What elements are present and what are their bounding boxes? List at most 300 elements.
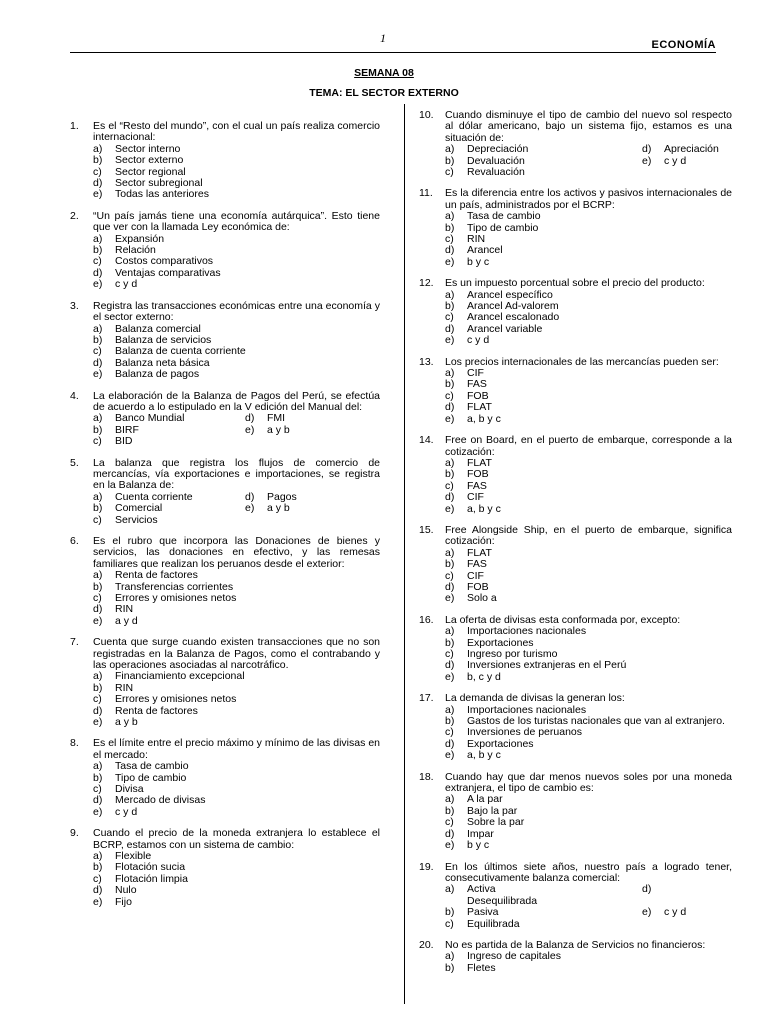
option-letter: b) bbox=[445, 906, 455, 919]
option-letter: a) bbox=[93, 760, 103, 773]
option-letter: d) bbox=[445, 491, 455, 504]
option-letter: e) bbox=[642, 906, 652, 919]
option-text: FAS bbox=[467, 479, 487, 492]
week-title bbox=[0, 67, 768, 79]
option-text: Bajo la par bbox=[467, 804, 518, 817]
option-letter: e) bbox=[93, 368, 103, 381]
answer-option bbox=[445, 504, 732, 515]
page-number: 1 bbox=[380, 31, 386, 45]
option-text: Sector interno bbox=[115, 142, 181, 155]
option-text: a y b bbox=[267, 502, 290, 515]
option-text: Importaciones nacionales bbox=[467, 625, 587, 638]
question-number: 14. bbox=[419, 434, 434, 447]
options-list bbox=[445, 705, 732, 762]
left-column bbox=[70, 121, 380, 918]
option-letter: b) bbox=[93, 771, 103, 784]
option-text: a y d bbox=[115, 614, 138, 627]
option-text: b y c bbox=[467, 255, 490, 268]
option-text: Gastos de los turistas nacionales que van al extranjero. bbox=[467, 715, 725, 728]
option-text: Sector externo bbox=[115, 154, 184, 167]
question-item bbox=[70, 301, 380, 381]
option-letter: c) bbox=[445, 569, 454, 582]
option-letter: c) bbox=[93, 513, 102, 526]
option-letter: d) bbox=[93, 266, 103, 279]
question-item bbox=[70, 211, 380, 291]
option-letter: c) bbox=[445, 389, 454, 402]
option-letter: c) bbox=[445, 311, 454, 324]
question-item bbox=[419, 938, 732, 974]
option-text: Exportaciones bbox=[467, 737, 534, 750]
option-text: FLAT bbox=[467, 401, 492, 414]
option-text: Tasa de cambio bbox=[467, 210, 541, 223]
option-letter: a) bbox=[93, 412, 103, 425]
option-text: Relación bbox=[115, 244, 156, 257]
question-item bbox=[419, 613, 732, 683]
option-letter: a) bbox=[93, 490, 103, 503]
option-text: Cuenta corriente bbox=[115, 490, 193, 503]
question-number: 9. bbox=[70, 827, 79, 840]
question-text: Free on Board, en el puerto de embarque, corresponde a la cotización: bbox=[445, 434, 732, 458]
option-letter: b) bbox=[93, 681, 103, 694]
question-number: 19. bbox=[419, 860, 434, 873]
answer-option bbox=[93, 671, 380, 682]
question-text: Cuando el precio de la moneda extranjera lo establece el BCRP, estamos con un sistema de cambio: bbox=[93, 827, 380, 851]
option-text: FAS bbox=[467, 558, 487, 571]
option-text: Depreciación bbox=[467, 143, 529, 156]
options-list bbox=[445, 794, 732, 851]
option-letter: c) bbox=[93, 783, 102, 796]
option-text: Devaluación bbox=[467, 154, 525, 167]
option-text: CIF bbox=[467, 367, 484, 380]
option-letter: c) bbox=[93, 255, 102, 268]
option-text: Desequilibrada bbox=[467, 894, 538, 907]
option-letter: a) bbox=[93, 142, 103, 155]
option-letter: d) bbox=[445, 580, 455, 593]
question-number: 7. bbox=[70, 636, 79, 649]
option-text: Arancel Ad-valorem bbox=[467, 300, 559, 313]
option-letter: e) bbox=[445, 839, 455, 852]
option-letter: d) bbox=[642, 143, 652, 156]
option-text: Errores y omisiones netos bbox=[115, 591, 237, 604]
question-number: 4. bbox=[70, 389, 79, 402]
question-item bbox=[70, 458, 380, 526]
option-letter: d) bbox=[93, 704, 103, 717]
option-letter: c) bbox=[445, 648, 454, 661]
question-text: La balanza que registra los flujos de comercio de mercancías, vía exportaciones e importaciones, se registra en la Balanza de: bbox=[93, 456, 380, 492]
option-text: a, b y c bbox=[467, 502, 501, 515]
option-letter: d) bbox=[93, 794, 103, 807]
option-letter: d) bbox=[93, 884, 103, 897]
option-text: Expansión bbox=[115, 232, 165, 245]
option-text: Mercado de divisas bbox=[115, 794, 206, 807]
answer-option bbox=[445, 481, 732, 492]
option-text: b y c bbox=[467, 839, 490, 852]
option-text: Renta de factores bbox=[115, 569, 198, 582]
option-text: c y d bbox=[115, 278, 138, 291]
option-text: Inversiones extranjeras en el Perú bbox=[467, 659, 627, 672]
question-text: Es la diferencia entre los activos y pasivos internacionales de un país, administrados por el BCRP: bbox=[445, 187, 732, 211]
option-text: Todas las anteriores bbox=[115, 188, 209, 201]
question-item bbox=[419, 770, 732, 852]
option-letter: c) bbox=[445, 233, 454, 246]
option-text: Arancel específico bbox=[467, 288, 553, 301]
option-letter: d) bbox=[445, 737, 455, 750]
option-letter: d) bbox=[93, 177, 103, 190]
options-row bbox=[93, 425, 380, 436]
options-list bbox=[93, 492, 380, 526]
option-letter: b) bbox=[93, 154, 103, 167]
options-list bbox=[445, 884, 732, 930]
option-letter: b) bbox=[93, 502, 103, 515]
option-letter: b) bbox=[445, 804, 455, 817]
option-text: Pagos bbox=[267, 490, 297, 503]
question-number: 5. bbox=[70, 456, 79, 469]
option-letter: b) bbox=[445, 154, 455, 167]
question-item bbox=[70, 121, 380, 201]
question-text: Cuenta que surge cuando existen transacciones que no son registradas en la Balanza de Pagos, como el contrabando y las operaciones asociadas al narcotráfico. bbox=[93, 636, 380, 671]
answer-option bbox=[93, 593, 380, 604]
option-text: FLAT bbox=[467, 456, 492, 469]
answer-option bbox=[93, 897, 380, 908]
option-text: RIN bbox=[115, 603, 134, 616]
header-subject: ECONOMÍA bbox=[651, 39, 716, 51]
answer-option bbox=[445, 672, 732, 683]
options-list bbox=[93, 324, 380, 381]
header-rule bbox=[70, 52, 716, 53]
answer-option bbox=[445, 963, 732, 974]
question-number: 11. bbox=[419, 187, 433, 200]
option-text: Exportaciones bbox=[467, 636, 534, 649]
options-list bbox=[445, 144, 732, 178]
option-text: a y b bbox=[115, 716, 138, 728]
option-text: Sobre la par bbox=[467, 816, 525, 829]
answer-option bbox=[445, 559, 732, 570]
options-list bbox=[445, 368, 732, 425]
option-text: Tipo de cambio bbox=[115, 771, 187, 784]
option-text: c y d bbox=[115, 805, 138, 818]
option-letter: c) bbox=[445, 726, 454, 739]
option-letter: a) bbox=[445, 950, 455, 963]
answer-option bbox=[642, 907, 768, 918]
question-number: 20. bbox=[419, 938, 434, 951]
option-text: c y d bbox=[664, 154, 687, 167]
option-letter: b) bbox=[93, 333, 103, 346]
option-text: Arancel escalonado bbox=[467, 311, 560, 324]
option-text: FAS bbox=[467, 378, 487, 391]
option-letter: a) bbox=[93, 322, 103, 335]
option-letter: e) bbox=[93, 614, 103, 627]
option-text: Comercial bbox=[115, 502, 163, 515]
option-letter: b) bbox=[93, 861, 103, 874]
option-text: Sector subregional bbox=[115, 177, 203, 190]
question-item bbox=[419, 277, 732, 347]
option-text: Transferencias corrientes bbox=[115, 580, 234, 593]
options-row bbox=[93, 515, 380, 526]
option-letter: a) bbox=[445, 703, 455, 716]
option-text: Balanza comercial bbox=[115, 322, 201, 335]
option-text: RIN bbox=[467, 233, 486, 246]
option-text: Errores y omisiones netos bbox=[115, 693, 237, 706]
option-letter: c) bbox=[445, 917, 454, 930]
option-letter: e) bbox=[445, 334, 455, 347]
option-text: BID bbox=[115, 435, 133, 448]
option-letter: d) bbox=[642, 883, 652, 896]
option-letter: a) bbox=[445, 883, 455, 896]
question-number: 2. bbox=[70, 209, 79, 222]
option-letter: d) bbox=[245, 412, 255, 425]
column-divider bbox=[404, 104, 405, 1004]
option-letter: d) bbox=[445, 401, 455, 414]
answer-option bbox=[445, 223, 732, 234]
option-letter: c) bbox=[445, 166, 454, 178]
answer-option bbox=[445, 548, 732, 559]
answer-option bbox=[642, 144, 768, 155]
question-item bbox=[70, 828, 380, 908]
question-text: Cuando hay que dar menos nuevos soles por una moneda extranjera, el tipo de cambio es: bbox=[445, 770, 732, 795]
question-item bbox=[419, 692, 732, 762]
answer-option bbox=[642, 156, 768, 167]
option-text: BIRF bbox=[115, 423, 139, 436]
option-text: Renta de factores bbox=[115, 704, 198, 717]
option-text: Importaciones nacionales bbox=[467, 703, 587, 716]
answer-option bbox=[445, 414, 732, 425]
options-list bbox=[93, 413, 380, 447]
question-number: 3. bbox=[70, 299, 79, 312]
options-list bbox=[445, 458, 732, 515]
question-text: Los precios internacionales de las mercancías pueden ser: bbox=[445, 355, 719, 368]
question-number: 6. bbox=[70, 534, 79, 547]
option-text: Banco Mundial bbox=[115, 412, 185, 425]
option-letter: d) bbox=[93, 356, 103, 369]
options-list bbox=[93, 851, 380, 908]
answer-option bbox=[93, 279, 380, 290]
option-letter: e) bbox=[93, 278, 103, 291]
answer-option bbox=[93, 189, 380, 200]
option-letter: a) bbox=[93, 850, 103, 863]
option-text: Fletes bbox=[467, 961, 496, 974]
option-letter: e) bbox=[445, 255, 455, 268]
option-text: Sector regional bbox=[115, 165, 186, 178]
option-text: Arancel variable bbox=[467, 322, 543, 335]
options-list bbox=[93, 234, 380, 291]
options-row bbox=[445, 919, 732, 930]
option-letter: e) bbox=[245, 502, 255, 515]
question-text: Es el límite entre el precio máximo y mínimo de las divisas en el mercado: bbox=[93, 737, 380, 761]
option-text: Financiamiento excepcional bbox=[115, 670, 245, 683]
options-row bbox=[93, 436, 380, 447]
question-item bbox=[419, 187, 732, 268]
option-text: Tipo de cambio bbox=[467, 221, 539, 234]
option-text: CIF bbox=[467, 569, 484, 582]
options-list bbox=[445, 211, 732, 268]
answer-option bbox=[93, 807, 380, 818]
option-letter: b) bbox=[445, 468, 455, 481]
option-letter: c) bbox=[93, 872, 102, 885]
option-text: Servicios bbox=[115, 513, 158, 526]
question-number: 8. bbox=[70, 737, 79, 750]
option-text: c y d bbox=[467, 334, 490, 347]
option-text: c y d bbox=[664, 906, 687, 919]
answer-option bbox=[445, 840, 732, 851]
option-letter: e) bbox=[245, 423, 255, 436]
option-letter: b) bbox=[445, 715, 455, 728]
option-letter: e) bbox=[93, 188, 103, 201]
option-letter: b) bbox=[445, 378, 455, 391]
option-letter: e) bbox=[445, 412, 455, 425]
option-letter: c) bbox=[93, 591, 102, 604]
option-text: Nulo bbox=[115, 884, 137, 897]
option-letter: c) bbox=[93, 165, 102, 178]
question-number: 17. bbox=[419, 692, 434, 705]
question-number: 18. bbox=[419, 770, 434, 783]
question-number: 15. bbox=[419, 523, 434, 536]
option-text: Equilibrada bbox=[467, 917, 520, 930]
question-number: 12. bbox=[419, 277, 434, 290]
option-text: FOB bbox=[467, 580, 489, 593]
question-item bbox=[70, 536, 380, 627]
options-list bbox=[445, 626, 732, 683]
option-text: a y b bbox=[267, 423, 290, 436]
options-list bbox=[445, 290, 732, 347]
question-text: Registra las transacciones económicas entre una economía y el sector externo: bbox=[93, 299, 380, 324]
question-number: 10. bbox=[419, 109, 434, 121]
option-text: Balanza de servicios bbox=[115, 333, 212, 346]
option-letter: e) bbox=[445, 502, 455, 515]
question-text: Cuando disminuye el tipo de cambio del nuevo sol respecto al dólar americano, bajo un sistema fijo, estamos es una situación de: bbox=[445, 109, 732, 144]
answer-option bbox=[93, 885, 380, 896]
option-letter: d) bbox=[445, 659, 455, 672]
option-text: FOB bbox=[467, 389, 489, 402]
option-text: Ingreso de capitales bbox=[467, 950, 561, 963]
option-text: Ventajas comparativas bbox=[115, 266, 221, 279]
answer-option bbox=[245, 503, 395, 514]
question-number: 16. bbox=[419, 613, 434, 626]
option-text: Apreciación bbox=[664, 143, 719, 156]
options-list bbox=[93, 671, 380, 728]
option-text: Divisa bbox=[115, 783, 144, 796]
answer-option bbox=[445, 469, 732, 480]
option-text: Solo a bbox=[467, 592, 497, 605]
question-text: La oferta de divisas esta conformada por, excepto: bbox=[445, 613, 681, 626]
answer-option bbox=[93, 515, 243, 526]
option-text: Balanza de cuenta corriente bbox=[115, 345, 246, 358]
option-letter: b) bbox=[445, 558, 455, 571]
right-column bbox=[419, 109, 732, 984]
option-text: Costos comparativos bbox=[115, 255, 214, 268]
question-item bbox=[70, 391, 380, 448]
option-letter: a) bbox=[93, 232, 103, 245]
option-letter: e) bbox=[445, 670, 455, 683]
options-list bbox=[93, 761, 380, 818]
question-item bbox=[70, 637, 380, 728]
option-text: Impar bbox=[467, 827, 494, 840]
answer-option bbox=[445, 919, 595, 930]
option-letter: a) bbox=[445, 143, 455, 156]
option-text: Revaluación bbox=[467, 166, 525, 178]
option-letter: c) bbox=[93, 693, 102, 706]
option-letter: c) bbox=[93, 345, 102, 358]
option-letter: b) bbox=[445, 221, 455, 234]
week-title-text: SEMANA 08 bbox=[354, 67, 414, 79]
answer-option bbox=[445, 167, 595, 178]
option-text: a, b y c bbox=[467, 412, 501, 425]
option-letter: e) bbox=[642, 154, 652, 167]
option-text: FMI bbox=[267, 412, 286, 425]
option-text: RIN bbox=[115, 681, 134, 694]
question-text: La demanda de divisas la generan los: bbox=[445, 692, 625, 705]
question-item bbox=[70, 738, 380, 818]
answer-option bbox=[445, 368, 732, 379]
answer-option bbox=[445, 257, 732, 268]
option-text: Arancel bbox=[467, 244, 503, 257]
option-letter: b) bbox=[445, 961, 455, 974]
question-text: Free Alongside Ship, en el puerto de embarque, significa cotización: bbox=[445, 523, 732, 548]
options-list bbox=[93, 570, 380, 627]
question-number: 13. bbox=[419, 355, 434, 368]
option-text: Flotación sucia bbox=[115, 861, 186, 874]
option-letter: a) bbox=[445, 793, 455, 806]
option-text: A la par bbox=[467, 793, 503, 806]
question-item bbox=[419, 523, 732, 605]
question-number: 1. bbox=[70, 120, 79, 132]
options-list bbox=[445, 951, 732, 974]
answer-option bbox=[245, 425, 395, 436]
option-letter: b) bbox=[93, 244, 103, 257]
option-text: Tasa de cambio bbox=[115, 760, 189, 773]
option-letter: b) bbox=[445, 636, 455, 649]
question-text: No es partida de la Balanza de Servicios no financieros: bbox=[445, 938, 706, 951]
option-text: Fijo bbox=[115, 895, 132, 908]
option-letter: e) bbox=[445, 592, 455, 605]
question-item bbox=[419, 860, 732, 930]
answer-option bbox=[445, 335, 732, 346]
option-letter: e) bbox=[93, 895, 103, 908]
option-letter: b) bbox=[93, 423, 103, 436]
option-text: Ingreso por turismo bbox=[467, 648, 558, 661]
answer-option bbox=[93, 616, 380, 627]
question-text: Es el “Resto del mundo”, con el cual un país realiza comercio internacional: bbox=[93, 120, 380, 144]
option-letter: a) bbox=[93, 670, 103, 683]
option-letter: d) bbox=[445, 322, 455, 335]
option-letter: d) bbox=[445, 827, 455, 840]
option-letter: c) bbox=[445, 479, 454, 492]
option-text: Inversiones de peruanos bbox=[467, 726, 582, 739]
question-item bbox=[419, 434, 732, 515]
options-row bbox=[445, 167, 732, 178]
question-text: La elaboración de la Balanza de Pagos del Perú, se efectúa de acuerdo a lo estipulado en la V edición del Manual del: bbox=[93, 389, 380, 413]
option-letter: a) bbox=[445, 367, 455, 380]
option-letter: d) bbox=[245, 490, 255, 503]
question-text: En los últimos siete años, nuestro país a logrado tener, consecutivamente balanza comercial: bbox=[445, 860, 732, 884]
options-list bbox=[93, 144, 380, 201]
option-letter: c) bbox=[445, 816, 454, 829]
option-letter: c) bbox=[93, 435, 102, 448]
options-list bbox=[445, 548, 732, 605]
option-text: b, c y d bbox=[467, 670, 501, 683]
option-letter: e) bbox=[93, 716, 103, 728]
option-text: FOB bbox=[467, 468, 489, 481]
option-letter: a) bbox=[445, 546, 455, 559]
option-letter: d) bbox=[445, 244, 455, 257]
option-text: Balanza de pagos bbox=[115, 368, 200, 381]
question-item bbox=[419, 355, 732, 425]
answer-option bbox=[93, 436, 243, 447]
option-letter: a) bbox=[93, 569, 103, 582]
question-text: Es un impuesto porcentual sobre el precio del producto: bbox=[445, 277, 705, 290]
option-text: Pasiva bbox=[467, 906, 499, 919]
answer-option bbox=[93, 369, 380, 380]
option-letter: a) bbox=[445, 288, 455, 301]
